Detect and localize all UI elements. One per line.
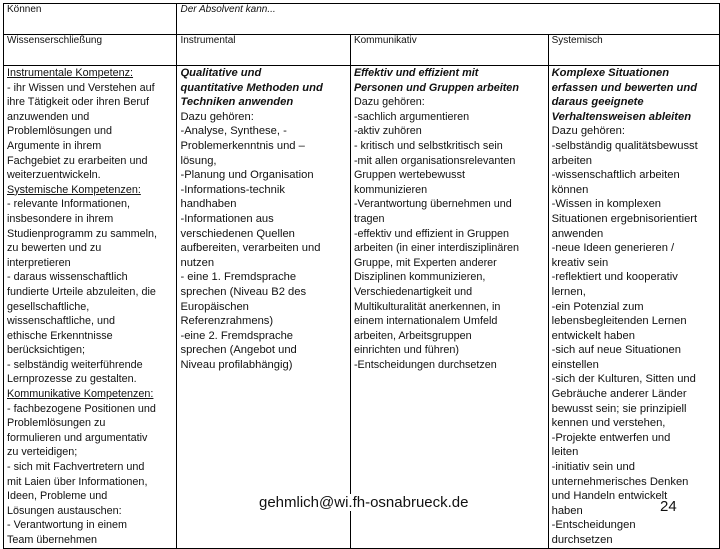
text-line: - selbständig weiterführende — [7, 358, 143, 371]
text-line: Disziplinen kommunizieren, — [353, 271, 486, 284]
text-line: -Analyse, Synthese, - — [180, 125, 287, 138]
text-line: entwickelt haben — [551, 329, 635, 342]
text-line: kennen und verstehen, — [551, 417, 666, 430]
text-line: insbesondere in ihrem — [7, 212, 114, 225]
text-line: -ein Potenzial zum — [551, 300, 644, 313]
lines-systemisch — [552, 124, 716, 547]
text-line: daraus geeignete — [551, 96, 644, 109]
title-kommunikativ — [354, 66, 545, 95]
text-line: -Projekte entwerfen und — [551, 431, 671, 444]
text-line: Dazu gehören: — [551, 125, 625, 138]
text-line: -sich auf neue Situationen — [551, 344, 681, 357]
text-line: Dazu gehören: — [353, 96, 425, 109]
lines-instrumental — [180, 110, 346, 373]
text-line: verschiedenen Quellen — [180, 227, 295, 240]
lines-instrumentale — [7, 81, 173, 183]
header-instrumental: Instrumental — [177, 35, 350, 66]
text-line: Verhaltensweisen ableiten — [551, 110, 692, 123]
text-line: zu verteidigen; — [7, 446, 78, 459]
text-line: Lösungen austauschen: — [7, 504, 122, 517]
text-line: einrichten und führen) — [353, 344, 459, 357]
content-row — [4, 66, 720, 549]
text-line: formulieren und argumentativ — [7, 431, 148, 444]
text-line: - daraus wissenschaftlich — [7, 271, 128, 284]
text-line: fundierte Urteile abzuleiten, die — [7, 285, 156, 298]
text-line: haben — [551, 504, 583, 517]
text-line: Gebräuche anderer Länder — [551, 388, 687, 401]
text-line: Personen und Gruppen arbeiten — [353, 81, 519, 94]
title-instrumental — [180, 66, 346, 110]
text-line: Dazu gehören: — [180, 110, 254, 123]
header-row-1 — [4, 4, 720, 35]
text-line: -Informations-technik — [180, 183, 285, 196]
text-line: tragen — [353, 212, 385, 225]
text-line: Niveau profilabhängig) — [180, 358, 293, 371]
text-line: -sachlich argumentieren — [353, 110, 470, 123]
text-line: sprechen (Angebot und — [180, 344, 297, 357]
text-line: Europäischen — [180, 300, 249, 313]
text-line: erfassen und bewerten und — [551, 81, 698, 94]
text-line: Qualitative und — [180, 67, 262, 79]
header-systemisch: Systemisch — [548, 35, 719, 66]
text-line: Referenzrahmens) — [180, 315, 274, 328]
text-line: -effektiv und effizient in Gruppen — [353, 227, 509, 240]
text-line: arbeiten, Arbeitsgruppen — [353, 329, 472, 342]
header-wissenserschliessung: Wissenserschließung — [4, 35, 177, 66]
text-line: mit Laien über Informationen, — [7, 475, 148, 488]
text-line: ihre Tätigkeit oder ihren Beruf — [7, 96, 150, 109]
header-row-2 — [4, 35, 720, 66]
cell-wissenserschliessung — [4, 66, 177, 549]
text-line: - Verantwortung in einem — [7, 519, 128, 532]
heading-instrumentale-kompetenz: Instrumentale Kompetenz: — [7, 67, 134, 79]
text-line: quantitative Methoden und — [180, 81, 323, 94]
text-line: -eine 2. Fremdsprache — [180, 329, 294, 342]
text-line: -wissenschaftlich arbeiten — [551, 169, 680, 182]
text-line: - relevante Informationen, — [7, 198, 131, 211]
text-line: leiten — [551, 446, 579, 459]
text-line: lösung, — [180, 154, 217, 167]
lines-kommunikativ — [354, 95, 545, 372]
text-line: Team übernehmen — [7, 534, 98, 546]
footer-email: gehmlich@wi.fh-osnabrueck.de — [259, 494, 469, 511]
text-line: -Entscheidungen durchsetzen — [353, 358, 497, 371]
text-line: -reflektiert und kooperativ — [551, 271, 678, 284]
text-line: kommunizieren — [353, 183, 428, 196]
text-line: Argumente in ihrem — [7, 139, 102, 152]
text-line: anwenden — [551, 227, 604, 240]
text-line: -Verantwortung übernehmen und — [353, 198, 512, 211]
text-line: arbeiten — [551, 154, 593, 167]
text-line: kreativ sein — [551, 256, 609, 269]
header-kommunikativ: Kommunikativ — [350, 35, 548, 66]
text-line: können — [551, 183, 589, 196]
text-line: -Entscheidungen — [551, 519, 636, 532]
heading-kommunikative-kompetenzen: Kommunikative Kompetenzen: — [7, 388, 154, 401]
cell-kommunikativ — [350, 66, 548, 549]
text-line: aufbereiten, verarbeiten und — [180, 242, 321, 255]
title-systemisch — [552, 66, 716, 124]
text-line: zu bewerten und zu — [7, 242, 102, 255]
text-line: -initiativ sein und — [551, 461, 635, 474]
text-line: Ideen, Probleme und — [7, 490, 108, 503]
text-line: - kritisch und selbstkritisch sein — [353, 139, 503, 152]
competence-table — [3, 3, 720, 549]
text-line: arbeiten (in einer interdisziplinären — [353, 242, 519, 255]
lines-systemische — [7, 197, 173, 387]
text-line: Problemlösungen zu — [7, 417, 106, 430]
text-line: Fachgebiet zu erarbeiten und — [7, 154, 148, 167]
text-line: Lernprozesse zu gestalten. — [7, 373, 137, 386]
text-line: -aktiv zuhören — [353, 125, 422, 138]
text-line: gesellschaftliche, — [7, 300, 90, 313]
cell-instrumental — [177, 66, 350, 549]
text-line: Effektiv und effizient mit — [353, 67, 479, 79]
text-line: Techniken anwenden — [180, 96, 294, 109]
text-line: -Informationen aus — [180, 212, 274, 225]
text-line: - eine 1. Fremdsprache — [180, 271, 297, 284]
text-line: durchsetzen — [551, 534, 613, 546]
header-koennen: Können — [4, 4, 177, 35]
text-line: handhaben — [180, 198, 237, 211]
text-line: nutzen — [180, 256, 215, 269]
text-line: sprechen (Niveau B2 des — [180, 285, 307, 298]
text-line: Problemerkenntnis und – — [180, 139, 305, 152]
text-line: Studienprogramm zu sammeln, — [7, 227, 158, 240]
text-line: Gruppe, mit Experten anderer — [353, 256, 497, 269]
text-line: ethische Erkenntnisse — [7, 329, 113, 342]
text-line: Problemlösungen und — [7, 125, 113, 138]
text-line: berücksichtigen; — [7, 344, 86, 357]
text-line: -selbständig qualitätsbewusst — [551, 139, 698, 152]
text-line: - sich mit Fachvertretern und — [7, 461, 145, 474]
text-line: und Handeln entwickelt — [551, 490, 668, 503]
text-line: bewusst sein; sie prinzipiell — [551, 402, 687, 415]
heading-systemische-kompetenzen: Systemische Kompetenzen: — [7, 183, 141, 196]
text-line: - ihr Wissen und Verstehen auf — [7, 81, 155, 94]
lines-kommunikative — [7, 402, 173, 548]
text-line: interpretieren — [7, 256, 71, 269]
text-line: unternehmerisches Denken — [551, 475, 689, 488]
header-absolvent: Der Absolvent kann... — [177, 4, 720, 35]
text-line: -sich der Kulturen, Sitten und — [551, 373, 696, 386]
page-number: 24 — [660, 498, 677, 515]
text-line: Situationen ergebnisorientiert — [551, 212, 698, 225]
text-line: - fachbezogene Positionen und — [7, 402, 156, 415]
text-line: wissenschaftliche, und — [7, 315, 116, 328]
text-line: Komplexe Situationen — [551, 67, 670, 79]
text-line: Multikulturalität anerkennen, in — [353, 300, 501, 313]
text-line: Gruppen wertebewusst — [353, 169, 465, 182]
text-line: einem internationalem Umfeld — [353, 315, 498, 328]
cell-systemisch — [548, 66, 719, 549]
text-line: -Wissen in komplexen — [551, 198, 662, 211]
text-line: lernen, — [551, 285, 586, 298]
text-line: -Planung und Organisation — [180, 169, 314, 182]
text-line: einstellen — [551, 358, 599, 371]
text-line: -mit allen organisationsrelevanten — [353, 154, 516, 167]
text-line: weiterzuentwickeln. — [7, 169, 101, 182]
text-line: anzuwenden und — [7, 110, 90, 123]
text-line: Verschiedenartigkeit und — [353, 285, 473, 298]
text-line: lebensbegleitenden Lernen — [551, 315, 687, 328]
text-line: -neue Ideen generieren / — [551, 242, 675, 255]
